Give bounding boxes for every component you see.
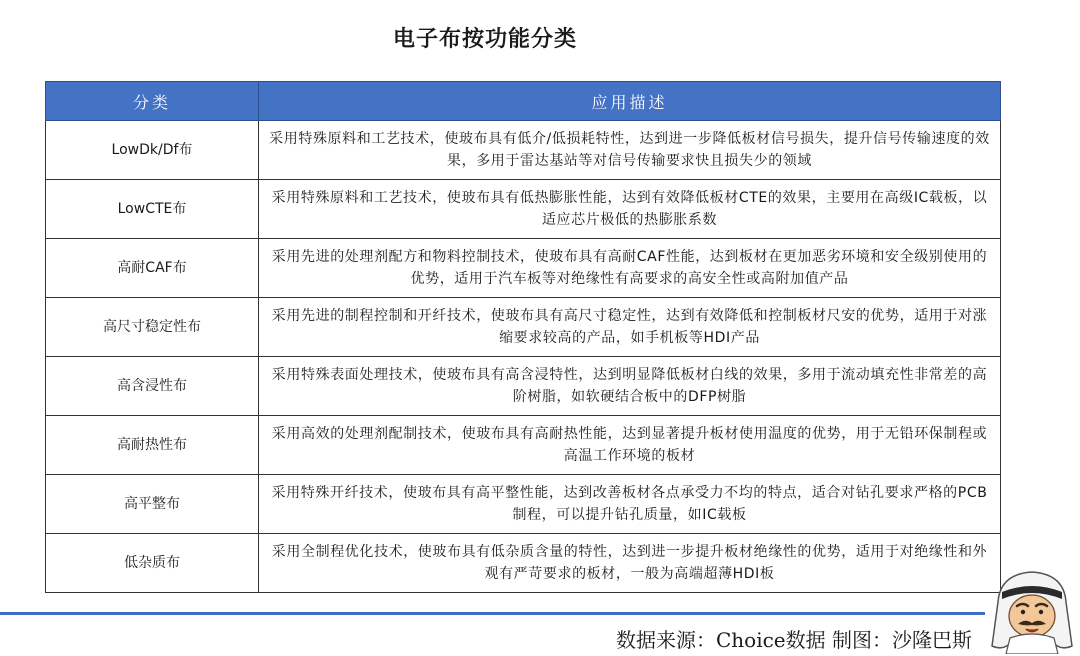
table-row: [46, 534, 1001, 593]
table-row: [46, 416, 1001, 475]
table-header-row: [46, 82, 1001, 121]
table-row: [46, 121, 1001, 180]
table-row: [46, 180, 1001, 239]
table-row: [46, 357, 1001, 416]
row-description: 采用特殊原料和工艺技术，使玻布具有低介/低损耗特性，达到进一步降低板材信号损失，提升信号传输速度的效果，多用于雷达基站等对信号传输要求快且损失少的领域: [259, 121, 1001, 180]
row-category: 高耐热性布: [46, 416, 259, 475]
function-table: [45, 81, 1001, 593]
source-credit: 数据来源：Choice数据 制图：沙隆巴斯: [615, 628, 972, 652]
row-description: 采用特殊表面处理技术，使玻布具有高含浸特性，达到明显降低板材白线的效果，多用于流动填充性非常差的高阶树脂，如软硬结合板中的DFP树脂: [259, 357, 1001, 416]
row-description: 采用全制程优化技术，使玻布具有低杂质含量的特性，达到进一步提升板材绝缘性的优势，适用于对绝缘性和外观有严苛要求的板材，一般为高端超薄HDI板: [259, 534, 1001, 593]
mascot-icon: [988, 568, 1076, 654]
row-description: 采用先进的制程控制和开纤技术，使玻布具有高尺寸稳定性，达到有效降低和控制板材尺安的优势，适用于对涨缩要求较高的产品，如手机板等HDI产品: [259, 298, 1001, 357]
header-category: 分类: [46, 82, 259, 121]
row-category: 高含浸性布: [46, 357, 259, 416]
table-row: [46, 475, 1001, 534]
page-title: 电子布按功能分类: [392, 27, 577, 52]
header-description: 应用描述: [259, 82, 1001, 121]
row-description: 采用特殊开纤技术，使玻布具有高平整性能，达到改善板材各点承受力不均的特点，适合对钻孔要求严格的PCB制程，可以提升钻孔质量，如IC载板: [259, 475, 1001, 534]
row-category: 高耐CAF布: [46, 239, 259, 298]
table-row: [46, 239, 1001, 298]
row-category: 高平整布: [46, 475, 259, 534]
row-category: 高尺寸稳定性布: [46, 298, 259, 357]
row-description: 采用先进的处理剂配方和物料控制技术，使玻布具有高耐CAF性能，达到板材在更加恶劣环境和安全级别使用的优势，适用于汽车板等对绝缘性有高要求的高安全性或高附加值产品: [259, 239, 1001, 298]
row-category: 低杂质布: [46, 534, 259, 593]
row-description: 采用高效的处理剂配制技术，使玻布具有高耐热性能，达到显著提升板材使用温度的优势，用于无铅环保制程或高温工作环境的板材: [259, 416, 1001, 475]
row-description: 采用特殊原料和工艺技术，使玻布具有低热膨胀性能，达到有效降低板材CTE的效果，主要用在高级IC载板，以适应芯片极低的热膨胀系数: [259, 180, 1001, 239]
row-category: LowCTE布: [46, 180, 259, 239]
footer-divider: [0, 612, 985, 615]
table-row: [46, 298, 1001, 357]
row-category: LowDk/Df布: [46, 121, 259, 180]
